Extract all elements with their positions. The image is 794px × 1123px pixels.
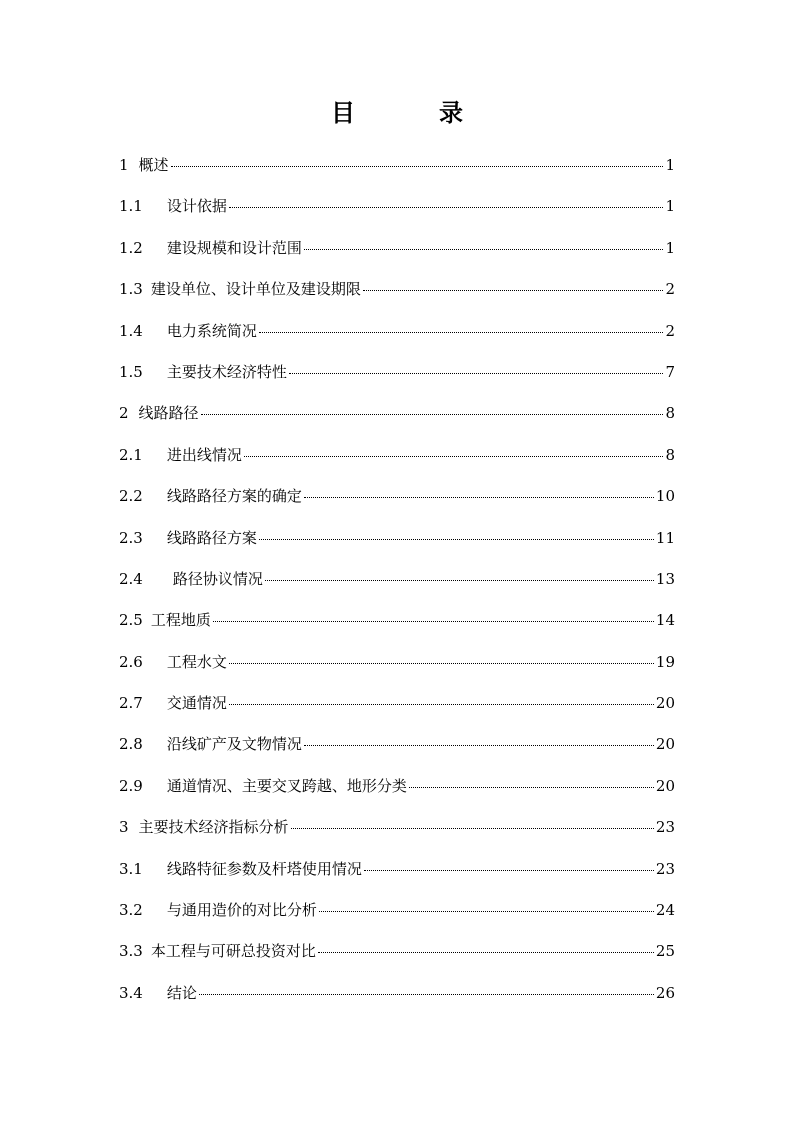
- toc-entry[interactable]: [119, 191, 675, 232]
- toc-entry-number: 1.3: [119, 280, 143, 299]
- toc-entry-page-number: 7: [665, 362, 675, 381]
- toc-entry-title: 线路路径方案的确定: [166, 487, 302, 506]
- toc-entry[interactable]: [119, 936, 675, 977]
- toc-entry-page-number: 2: [665, 280, 675, 299]
- toc-entry-page-number: 13: [655, 569, 675, 588]
- toc-entry-number: 1.5: [119, 362, 143, 381]
- toc-entry-title: 与通用造价的对比分析: [166, 901, 317, 920]
- toc-entry-page-number: 2: [665, 321, 675, 340]
- toc-entry-number: 1.4: [119, 321, 143, 340]
- toc-dot-leader: [363, 274, 664, 294]
- toc-entry-page-number: 20: [655, 735, 675, 754]
- toc-entry-number: 3: [119, 818, 129, 837]
- toc-entry[interactable]: [119, 523, 675, 564]
- toc-entry-page-number: 8: [665, 404, 675, 423]
- toc-entry-number: 2: [119, 404, 129, 423]
- toc-entry-number: 2.9: [119, 776, 143, 795]
- toc-dot-leader: [229, 647, 654, 667]
- toc-dot-leader: [229, 688, 654, 708]
- toc-entry[interactable]: [119, 564, 675, 605]
- toc-dot-leader: [199, 978, 654, 998]
- toc-entry[interactable]: [119, 481, 675, 522]
- toc-entry-title: 路径协议情况: [172, 569, 263, 588]
- toc-entry-number: 2.6: [119, 652, 143, 671]
- toc-entry-title: 工程地质: [150, 611, 211, 630]
- toc-entry-title: 主要技术经济指标分析: [138, 818, 289, 837]
- toc-entry-title: 工程水文: [166, 652, 227, 671]
- toc-entry-page-number: 10: [655, 487, 675, 506]
- toc-dot-leader: [229, 191, 664, 211]
- toc-entry-title: 主要技术经济特性: [166, 362, 287, 381]
- toc-entry-number: 2.4: [119, 569, 143, 588]
- toc-entry-title: 线路路径方案: [166, 528, 257, 547]
- toc-dot-leader: [171, 150, 664, 170]
- toc-entry[interactable]: [119, 150, 675, 191]
- toc-entry-number: 3.1: [119, 859, 143, 878]
- toc-dot-leader: [201, 398, 664, 418]
- toc-dot-leader: [318, 936, 654, 956]
- toc-entry-page-number: 1: [665, 238, 675, 257]
- toc-entry-number: 2.3: [119, 528, 143, 547]
- toc-entry-number: 3.3: [119, 942, 143, 961]
- toc-entry-page-number: 20: [655, 776, 675, 795]
- toc-entry-page-number: 23: [655, 818, 675, 837]
- toc-entry-number: 2.1: [119, 445, 143, 464]
- toc-entry-page-number: 8: [665, 445, 675, 464]
- toc-entry-title: 结论: [166, 983, 197, 1002]
- toc-entry[interactable]: [119, 978, 675, 1019]
- toc-dot-leader: [259, 316, 664, 336]
- toc-entry-title: 本工程与可研总投资对比: [150, 942, 316, 961]
- toc-entry-number: 1.2: [119, 238, 143, 257]
- toc-entry-page-number: 1: [665, 197, 675, 216]
- toc-entry[interactable]: [119, 605, 675, 646]
- toc-entry[interactable]: [119, 274, 675, 315]
- toc-list: [119, 150, 675, 1019]
- toc-entry[interactable]: [119, 440, 675, 481]
- toc-dot-leader: [289, 357, 664, 377]
- toc-entry-number: 2.2: [119, 487, 143, 506]
- toc-entry-title: 进出线情况: [166, 445, 242, 464]
- toc-dot-leader: [304, 233, 664, 253]
- toc-entry-page-number: 26: [655, 983, 675, 1002]
- toc-title: 目 录: [331, 98, 493, 127]
- toc-entry[interactable]: [119, 316, 675, 357]
- toc-entry-number: 3.4: [119, 983, 143, 1002]
- toc-entry-page-number: 11: [655, 528, 675, 547]
- toc-entry-page-number: 25: [655, 942, 675, 961]
- toc-entry[interactable]: [119, 729, 675, 770]
- toc-dot-leader: [213, 605, 654, 625]
- toc-entry-title: 线路路径: [138, 404, 199, 423]
- toc-entry[interactable]: [119, 812, 675, 853]
- toc-entry[interactable]: [119, 647, 675, 688]
- toc-entry[interactable]: [119, 895, 675, 936]
- toc-entry-title: 建设规模和设计范围: [166, 238, 302, 257]
- toc-dot-leader: [319, 895, 654, 915]
- toc-dot-leader: [409, 771, 654, 791]
- toc-entry-title: 电力系统简况: [166, 321, 257, 340]
- toc-entry-page-number: 24: [655, 901, 675, 920]
- toc-entry-title: 交通情况: [166, 694, 227, 713]
- toc-dot-leader: [244, 440, 664, 460]
- toc-entry[interactable]: [119, 688, 675, 729]
- toc-entry-page-number: 19: [655, 652, 675, 671]
- toc-dot-leader: [265, 564, 654, 584]
- toc-dot-leader: [304, 729, 654, 749]
- toc-entry-title: 沿线矿产及文物情况: [166, 735, 302, 754]
- toc-entry-number: 3.2: [119, 901, 143, 920]
- toc-entry-number: 2.8: [119, 735, 143, 754]
- toc-entry[interactable]: [119, 233, 675, 274]
- toc-entry-title: 通道情况、主要交叉跨越、地形分类: [166, 776, 407, 795]
- toc-entry-page-number: 1: [665, 156, 675, 174]
- toc-entry[interactable]: [119, 398, 675, 439]
- toc-entry-page-number: 14: [655, 611, 675, 630]
- toc-entry-title: 概述: [138, 156, 169, 174]
- toc-dot-leader: [259, 523, 654, 543]
- toc-entry[interactable]: [119, 854, 675, 895]
- toc-entry-number: 2.5: [119, 611, 143, 630]
- toc-entry-title: 建设单位、设计单位及建设期限: [150, 280, 361, 299]
- toc-entry-page-number: 23: [655, 859, 675, 878]
- toc-entry-number: 2.7: [119, 694, 143, 713]
- toc-dot-leader: [304, 481, 654, 501]
- toc-entry-number: 1: [119, 156, 129, 174]
- toc-dot-leader: [291, 812, 654, 832]
- toc-entry-page-number: 20: [655, 694, 675, 713]
- toc-entry-title: 线路特征参数及杆塔使用情况: [166, 859, 362, 878]
- toc-entry[interactable]: [119, 357, 675, 398]
- toc-entry[interactable]: [119, 771, 675, 812]
- toc-entry-title: 设计依据: [166, 197, 227, 216]
- toc-entry-number: 1.1: [119, 197, 143, 216]
- toc-dot-leader: [364, 854, 654, 874]
